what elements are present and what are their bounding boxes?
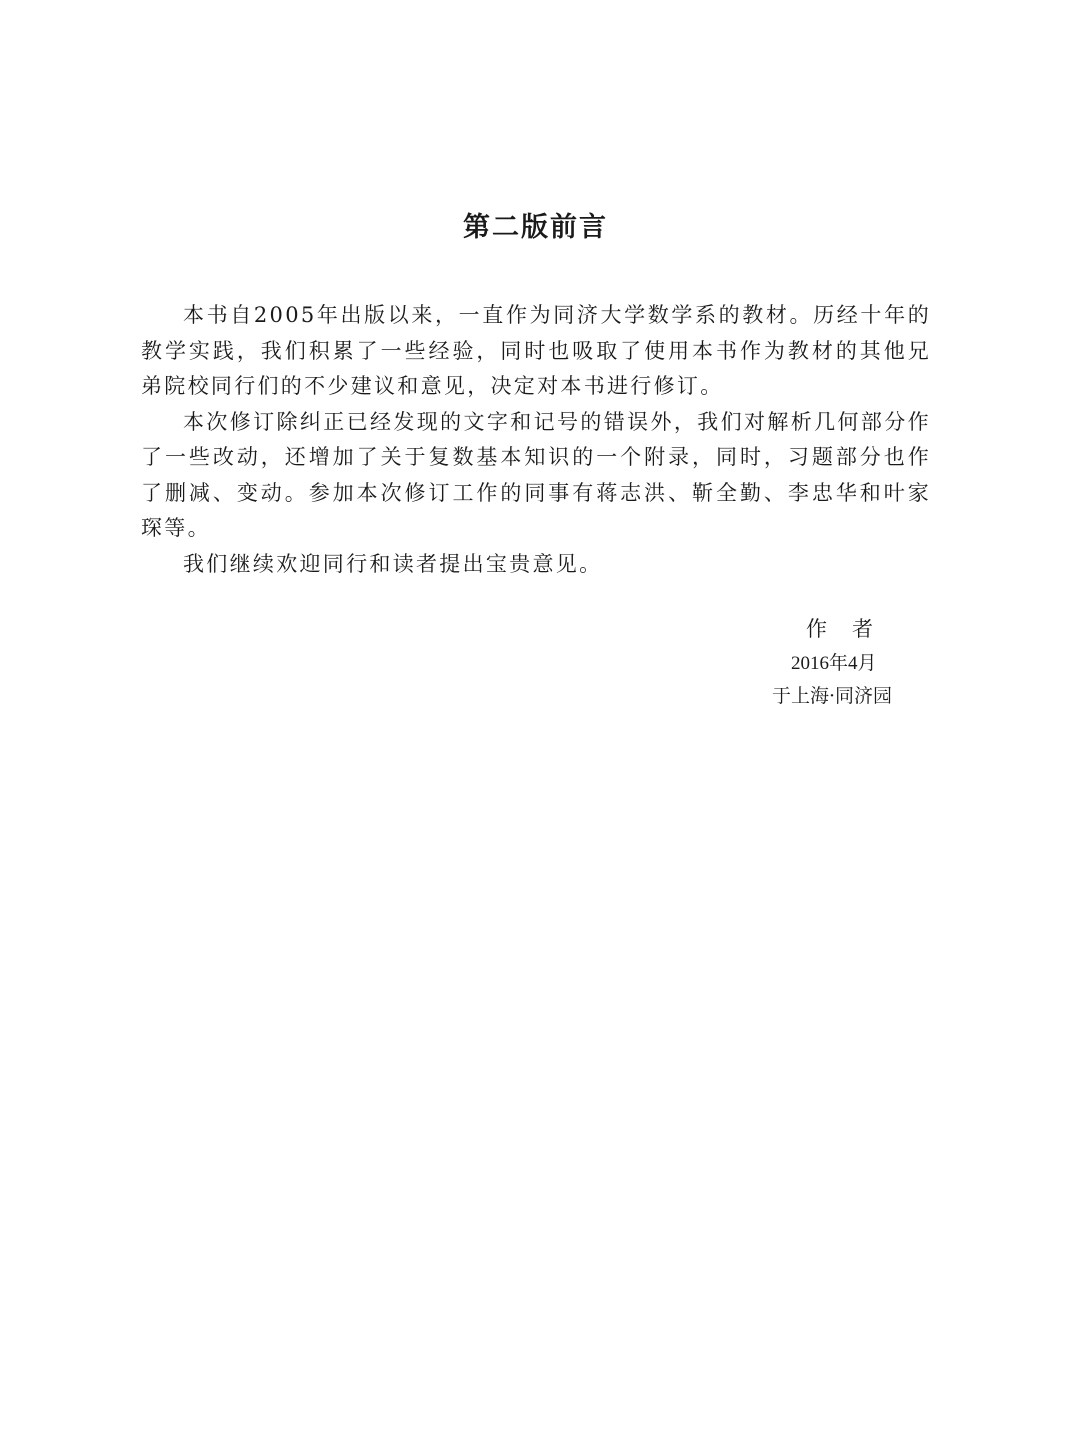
signature-author: 作 者 <box>806 617 875 641</box>
signature-date: 2016年4月 <box>791 653 877 674</box>
paragraph-2: 本次修订除纠正已经发现的文字和记号的错误外，我们对解析几何部分作了一些改动，还增加了关于复数基本知识的一个附录，同时，习题部分也作了删减、变动。参加本次修订工作的同事有蒋志洪、靳全勤、李忠华和叶家琛等。 <box>141 409 931 540</box>
page-title: 第二版前言 <box>463 212 608 244</box>
signature-place: 于上海·同济园 <box>772 685 893 707</box>
paragraph-3: 我们继续欢迎同行和读者提出宝贵意见。 <box>183 551 603 576</box>
paragraph-1: 本书自2005年出版以来，一直作为同济大学数学系的教材。历经十年的教学实践，我们积累了一些经验，同时也吸取了使用本书作为教材的其他兄弟院校同行们的不少建议和意见，决定对本书进行修订。 <box>141 303 931 398</box>
preface-body <box>141 298 931 582</box>
